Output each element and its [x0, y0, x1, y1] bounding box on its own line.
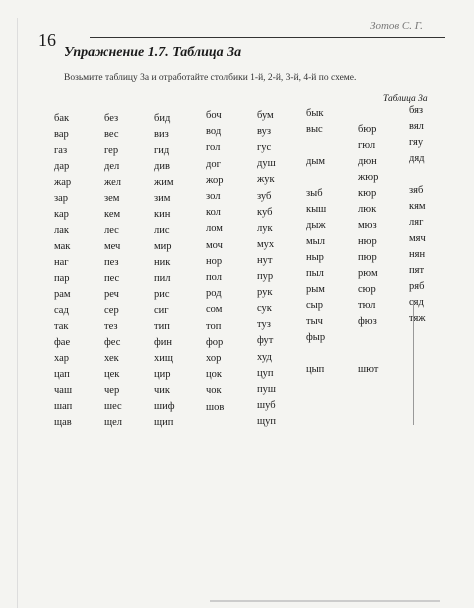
syllable-cell: шуб	[257, 399, 276, 411]
syllable-cell: моч	[206, 239, 223, 251]
syllable-cell: жор	[206, 174, 224, 186]
syllable-cell: див	[154, 161, 170, 172]
syllable-cell: пыл	[306, 268, 324, 279]
syllable-cell: сом	[206, 304, 223, 316]
syllable-cell: щип	[154, 417, 174, 428]
syllable-cell: дыж	[306, 220, 326, 231]
syllable-cell: гус	[257, 142, 272, 154]
syllable-cell: зяб	[409, 185, 424, 196]
syllable-cell: лук	[257, 222, 273, 234]
syllable-cell: шес	[104, 401, 122, 412]
syllable-cell: пез	[104, 257, 119, 268]
syllable-cell: ныр	[306, 252, 324, 263]
syllable-cell: виз	[154, 129, 169, 140]
syllable-cell: дар	[54, 161, 70, 172]
exercise-title: Упражнение 1.7. Таблица 3а	[64, 45, 242, 60]
syllable-cell: мак	[54, 241, 71, 252]
syllable-cell: гюл	[358, 140, 376, 151]
syllable-cell: нут	[257, 254, 273, 266]
syllable-cell: род	[206, 288, 222, 300]
syllable-cell: гяу	[409, 137, 424, 148]
syllable-cell: зол	[206, 191, 221, 202]
syllable-cell: боч	[206, 110, 222, 121]
syllable-cell: кюр	[358, 188, 377, 199]
syllable-cell: сук	[257, 303, 272, 315]
syllable-cell: бум	[257, 110, 274, 121]
syllable-cell: зем	[104, 193, 120, 204]
syllable-cell: жел	[104, 177, 122, 188]
syllable-cell: тез	[104, 321, 118, 332]
syllable-cell: топ	[206, 320, 222, 332]
syllable-cell: ляг	[409, 217, 424, 228]
syllable-cell: жук	[257, 174, 275, 186]
syllable-cell: бак	[54, 113, 70, 124]
syllable-cell: реч	[104, 289, 119, 300]
syllable-cell: тюл	[358, 300, 376, 311]
syllable-cell: вар	[54, 129, 69, 140]
syllable-cell: вял	[409, 121, 424, 132]
syllable-cell: цуп	[257, 367, 274, 379]
syllable-cell: пар	[54, 273, 70, 284]
syllable-cell: шап	[54, 401, 73, 412]
syllable-cell: вод	[206, 126, 222, 138]
syllable-cell: худ	[257, 351, 272, 363]
running-header-author: Зотов С. Г.	[370, 20, 423, 32]
syllable-cell: кар	[54, 209, 69, 220]
syllable-cell: туз	[257, 319, 271, 331]
syllable-cell: тыч	[306, 316, 323, 327]
syllable-cell: фин	[154, 337, 173, 348]
syllable-cell: чок	[206, 385, 222, 397]
syllable-cell: люк	[358, 204, 377, 215]
syllable-cell: рис	[154, 289, 170, 300]
syllable-cell: бид	[154, 113, 171, 124]
syllable-cell: газ	[54, 145, 68, 156]
syllable-cell: шов	[206, 401, 225, 413]
syllable-cell: тип	[154, 321, 170, 332]
syllable-cell: сыр	[306, 300, 323, 311]
syllable-cell: кям	[409, 201, 426, 212]
syllable-cell: наг	[54, 257, 69, 268]
syllable-cell: хар	[54, 353, 70, 364]
syllable-cell: кыш	[306, 204, 327, 215]
syllable-cell: жим	[154, 177, 174, 188]
syllable-cell: сер	[104, 305, 119, 316]
syllable-cell: хор	[206, 353, 222, 364]
syllable-cell: хищ	[154, 353, 173, 364]
syllable-cell: шют	[358, 364, 379, 375]
syllable-cell: гер	[104, 145, 119, 156]
syllable-cell: зуб	[257, 190, 272, 202]
syllable-cell: без	[104, 113, 119, 124]
syllable-cell: чаш	[54, 385, 73, 396]
syllable-cell: так	[54, 321, 69, 332]
binding-edge-line	[17, 18, 18, 608]
syllable-cell: рук	[257, 287, 273, 299]
syllable-cell: мюз	[358, 220, 377, 231]
syllable-cell: мыл	[306, 236, 325, 247]
syllable-cell: шиф	[154, 401, 175, 412]
syllable-cell: пуш	[257, 383, 276, 395]
syllable-cell: лес	[104, 225, 119, 236]
syllable-cell: дог	[206, 158, 221, 170]
syllable-cell: фыр	[306, 332, 326, 343]
syllable-cell: рам	[54, 289, 71, 300]
syllable-cell: цап	[54, 369, 70, 380]
syllable-cell: пят	[409, 265, 425, 276]
syllable-cell: щуп	[257, 415, 276, 427]
syllable-cell: выс	[306, 124, 323, 135]
page-fold-line	[413, 300, 414, 425]
syllable-cell: вуз	[257, 126, 271, 138]
syllable-cell: пил	[154, 273, 171, 284]
syllable-cell: ряб	[409, 281, 425, 292]
syllable-cell: сад	[54, 305, 69, 316]
syllable-cell: дел	[104, 161, 120, 172]
syllable-cell: пол	[206, 272, 222, 283]
syllable-cell: вес	[104, 129, 119, 140]
syllable-cell: цир	[154, 369, 171, 380]
syllable-cell: бяз	[409, 105, 424, 116]
syllable-cell: пюр	[358, 252, 377, 263]
page-number: 16	[38, 30, 56, 50]
syllable-cell: мяч	[409, 233, 426, 244]
syllable-cell: дюн	[358, 156, 377, 167]
syllable-cell: душ	[257, 158, 276, 170]
syllable-cell: щав	[54, 417, 72, 428]
syllable-cell: пур	[257, 271, 274, 282]
header-rule	[90, 37, 445, 38]
syllable-cell: бюр	[358, 124, 377, 135]
syllable-cell: рым	[306, 284, 325, 295]
syllable-cell: нор	[206, 255, 223, 267]
syllable-cell: фес	[104, 337, 121, 348]
syllable-cell: хек	[104, 353, 119, 364]
syllable-cell: нюр	[358, 236, 377, 247]
syllable-cell: пес	[104, 273, 120, 284]
syllable-cell: кол	[206, 207, 221, 219]
syllable-cell: дым	[306, 156, 326, 167]
syllable-cell: сюр	[358, 284, 376, 295]
syllable-cell: жюр	[358, 172, 379, 183]
syllable-cell: щел	[104, 417, 122, 428]
syllable-cell: рюм	[358, 268, 378, 279]
instruction-text: Возьмите таблицу 3а и отработайте столбики 1-й, 2-й, 3-й, 4-й по схеме.	[64, 73, 357, 83]
syllable-cell: кем	[104, 209, 121, 220]
syllable-cell: лом	[206, 223, 223, 235]
syllable-cell: гид	[154, 145, 170, 156]
syllable-cell: лис	[154, 225, 170, 236]
syllable-cell: меч	[104, 241, 121, 252]
syllable-cell: дяд	[409, 153, 425, 164]
syllable-cell: фут	[257, 335, 274, 347]
syllable-cell: лак	[54, 225, 70, 236]
syllable-cell: цек	[104, 369, 120, 380]
syllable-cell: сяд	[409, 297, 424, 308]
syllable-cell: бык	[306, 108, 324, 119]
syllable-cell: гол	[206, 142, 221, 154]
syllable-cell: чик	[154, 385, 171, 396]
syllable-cell: сиг	[154, 305, 169, 316]
syllable-cell: цып	[306, 364, 325, 375]
syllable-cell: фюз	[358, 316, 377, 327]
syllable-cell: мух	[257, 238, 275, 250]
syllable-cell: зыб	[306, 188, 323, 199]
page-bottom-edge	[210, 600, 440, 602]
syllable-cell: чер	[104, 385, 120, 396]
syllable-cell: зим	[154, 193, 171, 204]
syllable-cell: жар	[54, 177, 72, 188]
syllable-cell: куб	[257, 206, 273, 218]
syllable-cell: зар	[54, 193, 69, 204]
syllable-cell: кин	[154, 209, 171, 220]
table-caption: Таблица 3а	[383, 94, 428, 104]
syllable-cell: фае	[54, 337, 71, 348]
syllable-cell: нян	[409, 249, 426, 260]
syllable-cell: мир	[154, 241, 172, 252]
syllable-cell: фор	[206, 336, 224, 348]
syllable-cell: тяж	[409, 313, 426, 324]
syllable-cell: цок	[206, 369, 222, 381]
syllable-cell: ник	[154, 257, 171, 268]
